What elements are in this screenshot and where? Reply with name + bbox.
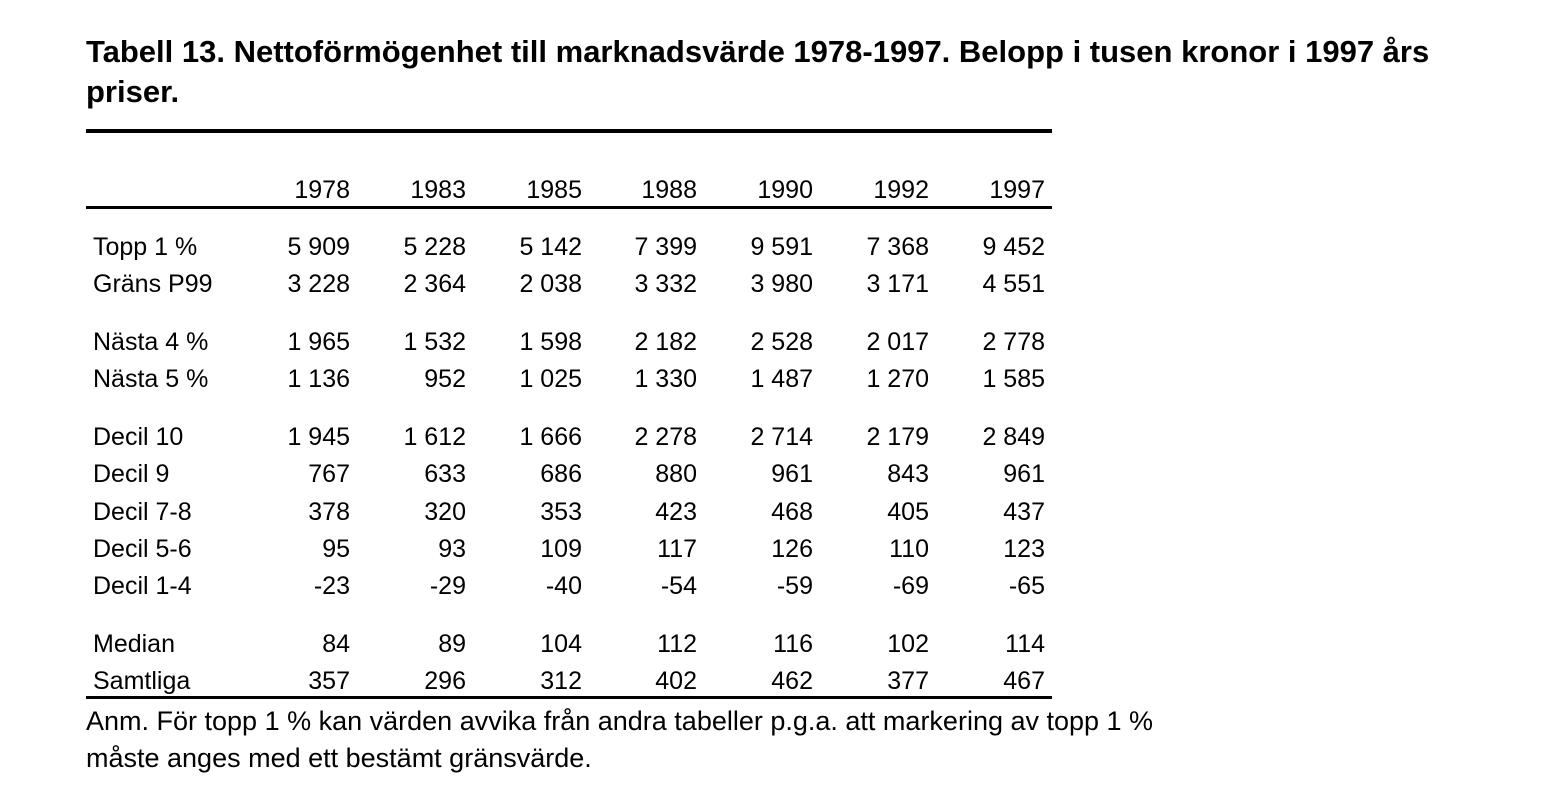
column-header: 1990 (757, 176, 813, 204)
table-cell: 1 612 (403, 423, 466, 451)
table-cell: 116 (773, 630, 813, 658)
table-cell: 109 (540, 535, 582, 563)
table-cell: 3 171 (866, 270, 929, 298)
table-cell: 2 278 (634, 423, 697, 451)
table-cell: 378 (308, 498, 350, 526)
table-cell: 843 (887, 460, 929, 488)
table-cell: 93 (438, 535, 466, 563)
column-header: 1983 (410, 176, 466, 204)
table-cell: 402 (655, 667, 697, 695)
table-cell: 1 025 (519, 365, 582, 393)
table-cell: 110 (889, 535, 929, 563)
table-cell: 1 136 (287, 365, 350, 393)
table-cell: 5 228 (403, 233, 466, 261)
table-cell: 312 (540, 667, 582, 695)
table-row (86, 662, 1052, 700)
table-cell: 880 (655, 460, 697, 488)
table-cell: 952 (424, 365, 466, 393)
row-label: Decil 10 (93, 423, 184, 451)
table-cell: 3 980 (750, 270, 813, 298)
table-cell: -29 (429, 572, 466, 600)
table-cell: -59 (776, 572, 813, 600)
row-label: Samtliga (93, 667, 191, 695)
table-row (86, 228, 1052, 266)
table-cell: 2 849 (982, 423, 1045, 451)
table-row (86, 323, 1052, 361)
table-row (86, 493, 1052, 531)
table-cell: -23 (313, 572, 350, 600)
table-cell: 686 (540, 460, 582, 488)
table-cell: 2 017 (866, 328, 929, 356)
table-row (86, 360, 1052, 398)
column-header: 1997 (989, 176, 1045, 204)
table-cell: 1 585 (982, 365, 1045, 393)
table-cell: 5 142 (519, 233, 582, 261)
table-title: Tabell 13. Nettoförmögenhet till marknadsvärde 1978-1997. Belopp i tusen kronor i 1997 års priser. (86, 34, 1430, 109)
row-label: Nästa 5 % (93, 365, 209, 393)
column-header: 1978 (294, 176, 350, 204)
table-cell: 2 714 (750, 423, 813, 451)
table-cell: 437 (1003, 498, 1045, 526)
bottom-rule (86, 696, 1052, 699)
table-row (86, 530, 1052, 568)
table-cell: 2 038 (519, 270, 582, 298)
table-cell: 104 (540, 630, 582, 658)
table-cell: -65 (1008, 572, 1045, 600)
table-note: Anm. För topp 1 % kan värden avvika från andra tabeller p.g.a. att markering av topp 1 % måste anges med ett bestämt gränsvärde. (86, 706, 1154, 773)
table-cell: 961 (771, 460, 813, 488)
table-cell: 1 487 (750, 365, 813, 393)
row-label: Decil 5-6 (93, 535, 192, 563)
table-cell: 1 666 (519, 423, 582, 451)
table-row (86, 567, 1052, 605)
top-rule (86, 129, 1052, 133)
table-cell: 1 965 (287, 328, 350, 356)
header-rule (86, 206, 1052, 209)
table-cell: 3 228 (287, 270, 350, 298)
table-cell: 117 (657, 535, 697, 563)
table-cell: 114 (1005, 630, 1045, 658)
table-cell: 357 (308, 667, 350, 695)
table-cell: 3 332 (634, 270, 697, 298)
table-cell: 1 270 (866, 365, 929, 393)
row-label: Decil 1-4 (93, 572, 192, 600)
table-cell: 2 778 (982, 328, 1045, 356)
table-cell: 468 (771, 498, 813, 526)
row-label: Topp 1 % (93, 233, 198, 261)
table-cell: 89 (438, 630, 466, 658)
table-cell: 1 532 (403, 328, 466, 356)
table-cell: 9 452 (982, 233, 1045, 261)
table-cell: 4 551 (982, 270, 1045, 298)
table-cell: 2 182 (634, 328, 697, 356)
column-header: 1985 (526, 176, 582, 204)
table-cell: 423 (655, 498, 697, 526)
column-header: 1992 (873, 176, 929, 204)
table-cell: 84 (322, 630, 350, 658)
table-cell: 353 (540, 498, 582, 526)
table-cell: -69 (892, 572, 929, 600)
table-cell: 5 909 (287, 233, 350, 261)
table-cell: 462 (771, 667, 813, 695)
table-header-row (86, 171, 1052, 209)
row-label: Decil 7-8 (93, 498, 192, 526)
table-cell: 296 (424, 667, 466, 695)
table-cell: 123 (1003, 535, 1045, 563)
table-cell: 320 (424, 498, 466, 526)
table-cell: 2 364 (403, 270, 466, 298)
table-cell: 1 945 (287, 423, 350, 451)
table-cell: 405 (887, 498, 929, 526)
row-label: Nästa 4 % (93, 328, 209, 356)
row-label: Median (93, 630, 175, 658)
table-row (86, 625, 1052, 663)
table-cell: 633 (424, 460, 466, 488)
table-cell: 2 179 (866, 423, 929, 451)
table-cell: 126 (771, 535, 813, 563)
table-cell: 1 330 (634, 365, 697, 393)
table-cell: 95 (322, 535, 350, 563)
row-label: Gräns P99 (93, 270, 213, 298)
table-cell: 2 528 (750, 328, 813, 356)
table-cell: 7 368 (866, 233, 929, 261)
table-row (86, 265, 1052, 303)
table-cell: 9 591 (750, 233, 813, 261)
table-cell: 1 598 (519, 328, 582, 356)
table-cell: -54 (660, 572, 697, 600)
table-row (86, 455, 1052, 493)
table-cell: 112 (657, 630, 697, 658)
table-cell: 7 399 (634, 233, 697, 261)
table-cell: -40 (545, 572, 582, 600)
table-cell: 961 (1003, 460, 1045, 488)
table-cell: 377 (887, 667, 929, 695)
table-cell: 102 (887, 630, 929, 658)
table-cell: 467 (1003, 667, 1045, 695)
row-label: Decil 9 (93, 460, 170, 488)
column-header: 1988 (641, 176, 697, 204)
table-cell: 767 (308, 460, 350, 488)
table-row (86, 418, 1052, 456)
